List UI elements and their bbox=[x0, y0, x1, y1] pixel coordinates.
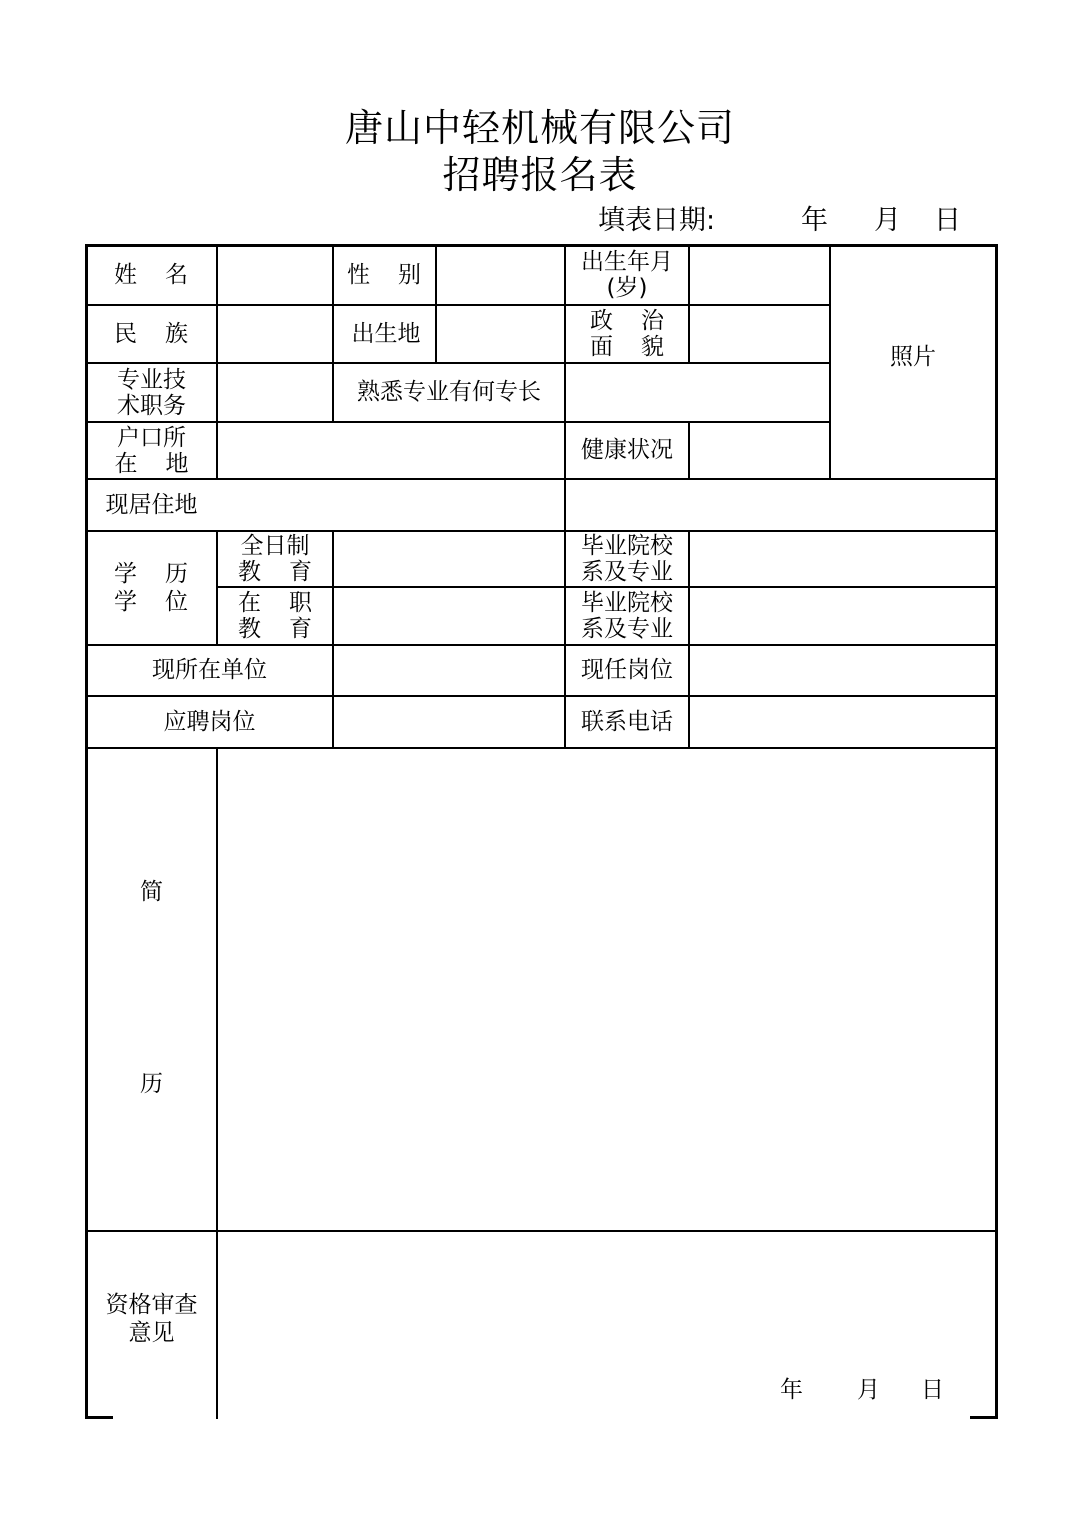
qualification-review-label: 资格审查 意见 bbox=[105, 1292, 198, 1346]
health-input[interactable] bbox=[690, 423, 829, 478]
residence-label: 现居住地 bbox=[105, 491, 198, 518]
political-status-label: 政 治 面 貌 bbox=[590, 308, 664, 360]
fill-date-day: 日 bbox=[934, 205, 961, 236]
professional-title-label: 专业技 术职务 bbox=[117, 366, 186, 419]
fulltime-education-input[interactable] bbox=[334, 532, 564, 586]
birthplace-input[interactable] bbox=[437, 306, 564, 362]
gender-input[interactable] bbox=[437, 247, 564, 304]
onjob-school-label: 毕业院校 系及专业 bbox=[581, 590, 673, 642]
review-date-month: 月 bbox=[857, 1377, 880, 1403]
hukou-input[interactable] bbox=[218, 423, 564, 478]
resume-label-top: 简 bbox=[140, 878, 163, 905]
form-title: 招聘报名表 bbox=[442, 153, 638, 197]
fulltime-school-label: 毕业院校 系及专业 bbox=[581, 533, 673, 585]
fill-date-month: 月 bbox=[874, 205, 901, 236]
photo-label: 照片 bbox=[890, 344, 936, 370]
current-unit-input[interactable] bbox=[334, 646, 564, 695]
professional-title-input[interactable] bbox=[218, 364, 332, 421]
phone-input[interactable] bbox=[690, 697, 995, 747]
political-status-input[interactable] bbox=[690, 306, 829, 362]
specialty-label: 熟悉专业有何专长 bbox=[357, 379, 541, 405]
current-post-input[interactable] bbox=[690, 646, 995, 695]
review-date-day: 日 bbox=[921, 1377, 944, 1403]
name-label: 姓 名 bbox=[114, 261, 188, 288]
current-post-label: 现任岗位 bbox=[581, 657, 673, 683]
birthplace-label: 出生地 bbox=[351, 320, 421, 347]
residence-input[interactable] bbox=[218, 480, 995, 530]
qualification-review-input[interactable] bbox=[218, 1232, 995, 1352]
company-name: 唐山中轻机械有限公司 bbox=[344, 106, 735, 150]
photo-box[interactable] bbox=[831, 247, 995, 478]
application-form-table bbox=[85, 244, 998, 1419]
fulltime-school-input[interactable] bbox=[690, 532, 995, 586]
name-input[interactable] bbox=[218, 247, 332, 304]
ethnicity-input[interactable] bbox=[218, 306, 332, 362]
birth-date-input[interactable] bbox=[690, 247, 829, 304]
ethnicity-label: 民 族 bbox=[114, 320, 188, 347]
applied-post-label: 应聘岗位 bbox=[163, 708, 256, 735]
hukou-label: 户口所 在 地 bbox=[114, 424, 189, 477]
birth-date-label: 出生年月 (岁) bbox=[581, 249, 673, 301]
applied-post-input[interactable] bbox=[334, 697, 564, 747]
review-date-year: 年 bbox=[780, 1377, 803, 1403]
onjob-education-input[interactable] bbox=[334, 588, 564, 644]
phone-label: 联系电话 bbox=[581, 708, 673, 735]
onjob-education-label: 在 职 教 育 bbox=[238, 590, 312, 642]
resume-label-bottom: 历 bbox=[140, 1070, 163, 1097]
fill-date-year: 年 bbox=[801, 205, 828, 236]
specialty-input[interactable] bbox=[566, 364, 829, 421]
fulltime-education-label: 全日制 教 育 bbox=[238, 533, 312, 585]
fill-date-label: 填表日期: bbox=[598, 205, 716, 236]
resume-input[interactable] bbox=[218, 749, 995, 1230]
gender-label: 性 别 bbox=[347, 261, 421, 288]
health-label: 健康状况 bbox=[581, 437, 673, 463]
current-unit-label: 现所在单位 bbox=[152, 657, 267, 683]
education-degree-label: 学 历 学 位 bbox=[114, 561, 188, 615]
onjob-school-input[interactable] bbox=[690, 588, 995, 644]
